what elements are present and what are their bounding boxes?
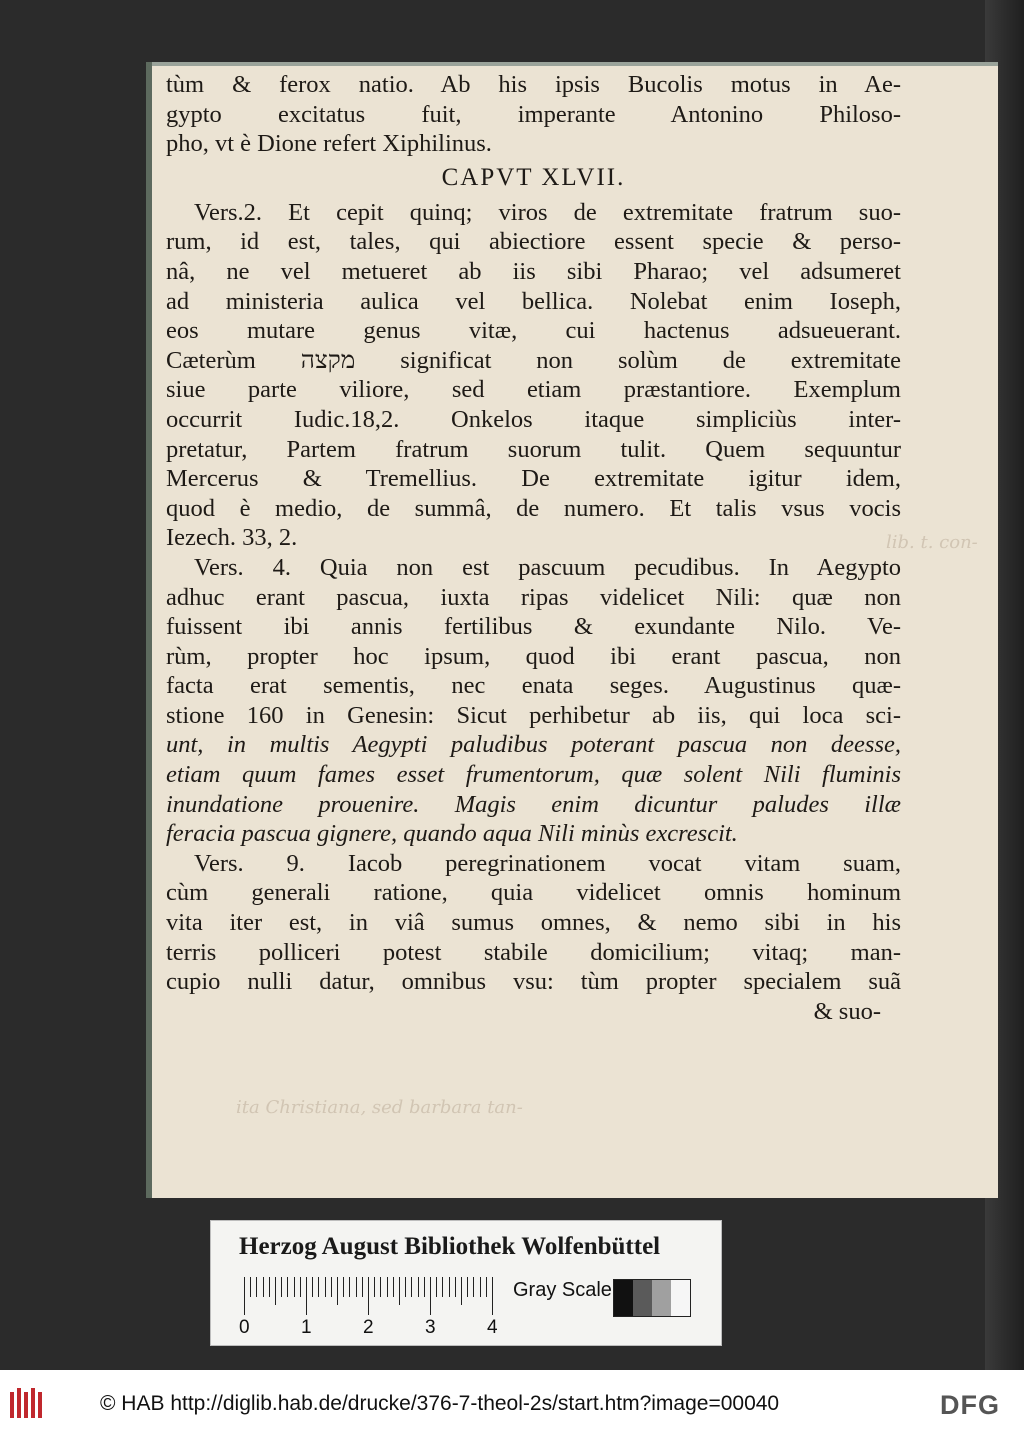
text-line: stione 160 in Genesin: Sicut perhibetur ab iis, qui loca sci- xyxy=(166,701,901,729)
ruler-tick xyxy=(393,1277,394,1297)
ruler-tick xyxy=(486,1277,487,1297)
text-line: feracia pascua gignere, quando aqua Nili minùs excrescit. xyxy=(166,820,738,848)
text-line: vita iter est, in viâ sumus omnes, & nemo sibi in his xyxy=(166,909,901,937)
ruler-tick xyxy=(337,1277,338,1305)
ruler-tick xyxy=(294,1277,295,1297)
text-line: unt, in multis Aegypti paludibus poterant pascua non deesse, xyxy=(166,731,901,759)
ruler-tick xyxy=(331,1277,332,1297)
text-line: cùm generali ratione, quia videlicet omnis hominum xyxy=(166,879,901,907)
ruler-number: 1 xyxy=(301,1317,312,1338)
ruler-tick xyxy=(349,1277,350,1297)
ruler-tick xyxy=(287,1277,288,1297)
text-line: rùm, propter hoc ipsum, quod ibi erant pascua, non xyxy=(166,642,901,670)
text-line: inundatione prouenire. Magis enim dicuntur paludes illæ xyxy=(166,790,901,818)
ruler-tick xyxy=(449,1277,450,1297)
text-line: ad ministeria aulica vel bellica. Nolebat enim Ioseph, xyxy=(166,287,901,315)
text-line: occurrit Iudic.18,2. Onkelos itaque simpliciùs inter- xyxy=(166,405,901,433)
text-line: eos mutare genus vitæ, cui hactenus adsueuerant. xyxy=(166,317,901,345)
ruler-tick xyxy=(256,1277,257,1297)
ruler-tick xyxy=(374,1277,375,1297)
text-line: pretatur, Partem fratrum suorum tulit. Quem sequuntur xyxy=(166,435,901,463)
gray-swatch xyxy=(652,1280,671,1316)
ruler-number: 4 xyxy=(487,1317,498,1338)
text-line: tùm & ferox natio. Ab his ipsis Bucolis motus in Ae- xyxy=(166,71,901,98)
text-line: Vers.2. Et cepit quinq; viros de extremitate fratrum suo- xyxy=(194,198,901,226)
ruler-tick xyxy=(436,1277,437,1297)
ruler-tick xyxy=(380,1277,381,1297)
text-line: quod è medio, de summâ, de numero. Et talis vsus vocis xyxy=(166,494,901,522)
gray-swatch xyxy=(614,1280,633,1316)
gray-swatch xyxy=(633,1280,652,1316)
text-line: etiam quum fames esset frumentorum, quæ solent Nili fluminis xyxy=(166,761,901,789)
ruler-tick xyxy=(442,1277,443,1297)
ruler-tick xyxy=(244,1277,245,1315)
ruler-tick xyxy=(411,1277,412,1297)
ruler-tick xyxy=(480,1277,481,1297)
text-line: gypto excitatus fuit, imperante Antonino Philoso- xyxy=(166,100,901,128)
ruler-tick xyxy=(387,1277,388,1297)
text-line: Iezech. 33, 2. xyxy=(166,524,298,552)
ruler-number: 0 xyxy=(239,1317,250,1338)
library-title: Herzog August Bibliothek Wolfenbüttel xyxy=(239,1233,661,1260)
gray-scale-label: Gray Scale xyxy=(513,1279,612,1301)
ruler-tick xyxy=(263,1277,264,1297)
bleed-through-text: ita Christiana, sed barbara tan- xyxy=(236,1097,523,1118)
ruler-scale xyxy=(244,1277,499,1315)
ruler-tick xyxy=(300,1277,301,1297)
catchword: & suo- xyxy=(813,997,881,1025)
ruler-tick xyxy=(368,1277,369,1315)
top-lines xyxy=(166,70,901,159)
ruler-tick xyxy=(325,1277,326,1297)
paragraph-1 xyxy=(166,198,901,553)
ruler-tick xyxy=(399,1277,400,1305)
text-line: Mercerus & Tremellius. De extremitate igitur idem, xyxy=(166,465,901,493)
text-line: nâ, ne vel metueret ab iis sibi Pharao; vel adsumeret xyxy=(166,257,901,285)
ruler-tick xyxy=(418,1277,419,1297)
chapter-heading: CAPVT XLVII. xyxy=(441,163,626,191)
ruler-tick xyxy=(455,1277,456,1297)
copyright-link[interactable]: © HAB http://diglib.hab.de/drucke/376-7-theol-2s/start.htm?image=00040 xyxy=(100,1392,780,1415)
color-calibration-card xyxy=(210,1220,722,1346)
ruler-tick xyxy=(306,1277,307,1315)
text-line: cupio nulli datur, omnibus vsu: tùm propter specialem suã xyxy=(166,968,901,996)
ruler-tick xyxy=(275,1277,276,1305)
text-line: rum, id est, tales, qui abiectiore essent specie & perso- xyxy=(166,228,901,256)
gray-scale-swatches xyxy=(613,1279,691,1317)
ruler-tick xyxy=(356,1277,357,1297)
ruler-tick xyxy=(250,1277,251,1297)
text-line: facta erat sementis, nec enata seges. Augustinus quæ- xyxy=(166,672,901,700)
ruler-tick xyxy=(269,1277,270,1297)
ruler-tick xyxy=(343,1277,344,1297)
text-line: Vers. 4. Quia non est pascuum pecudibus. In Aegypto xyxy=(194,553,901,581)
ruler-tick xyxy=(362,1277,363,1297)
text-line: Vers. 9. Iacob peregrinationem vocat vitam suam, xyxy=(194,849,901,877)
ruler-tick xyxy=(405,1277,406,1297)
text-line: fuissent ibi annis fertilibus & exundante Nilo. Ve- xyxy=(166,613,901,641)
ruler-tick xyxy=(467,1277,468,1297)
text-line: terris polliceri potest stabile domicilium; vitaq; man- xyxy=(166,938,901,966)
paragraph-2 xyxy=(166,553,901,849)
text-line: pho, vt è Dione refert Xiphilinus. xyxy=(166,130,492,158)
ruler-tick xyxy=(424,1277,425,1297)
hab-logo-icon xyxy=(8,1384,48,1424)
ruler-tick xyxy=(473,1277,474,1297)
ruler-tick xyxy=(492,1277,493,1315)
bleed-through-text: lib. t. con- xyxy=(886,532,978,553)
text-line: siue parte viliore, sed etiam præstantiore. Exemplum xyxy=(166,376,901,404)
page-text xyxy=(166,70,901,1026)
footer-bar xyxy=(0,1370,1024,1440)
paragraph-3 xyxy=(166,849,901,997)
ruler-tick xyxy=(318,1277,319,1297)
ruler-tick xyxy=(430,1277,431,1315)
ruler-number: 3 xyxy=(425,1317,436,1338)
ruler-number: 2 xyxy=(363,1317,374,1338)
ruler-tick xyxy=(312,1277,313,1297)
text-line: Cæterùm מקצה significat non solùm de extremitate xyxy=(166,346,901,374)
gray-swatch xyxy=(671,1280,690,1316)
ruler-tick xyxy=(281,1277,282,1297)
dfg-logo: DFG xyxy=(940,1390,1000,1420)
text-line: adhuc erant pascua, iuxta ripas videlicet Nili: quæ non xyxy=(166,583,901,611)
ruler-tick xyxy=(461,1277,462,1305)
